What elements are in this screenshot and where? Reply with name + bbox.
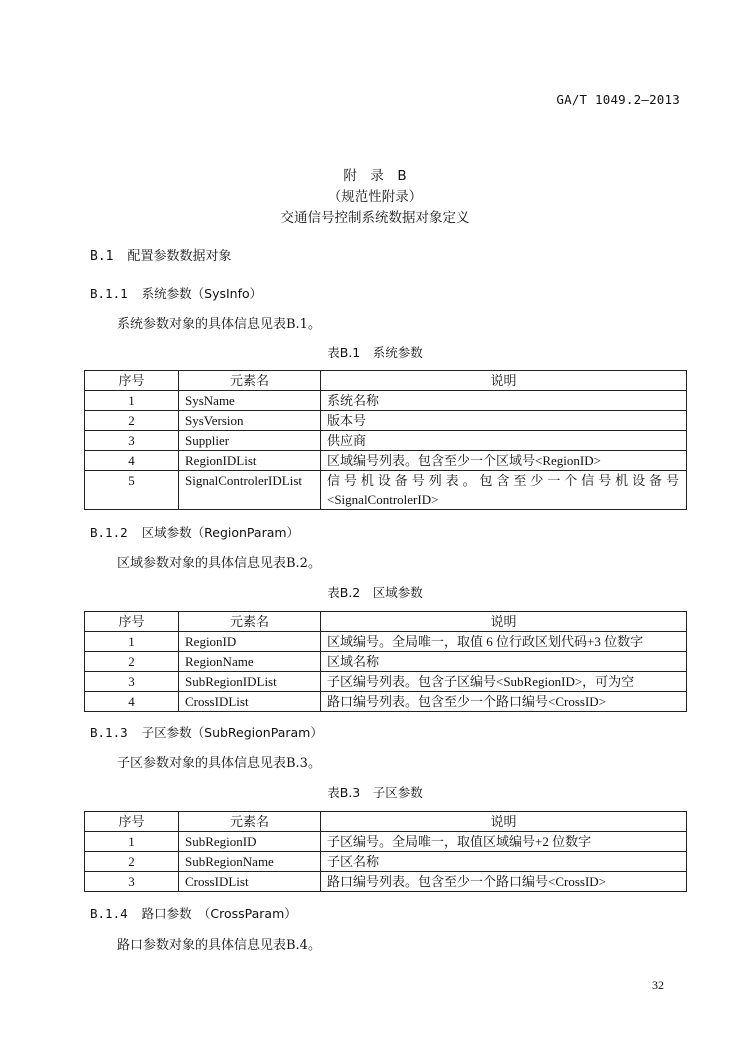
paragraph-b14: 路口参数对象的具体信息见表B.4。 — [117, 938, 321, 953]
standard-code: GA/T 1049.2—2013 — [556, 92, 680, 107]
cell-index: 1 — [85, 632, 179, 652]
table-row — [85, 632, 687, 652]
cell-index: 5 — [85, 471, 179, 510]
cell-index: 2 — [85, 411, 179, 431]
cell-element: SubRegionIDList — [179, 672, 321, 692]
cell-index: 2 — [85, 852, 179, 872]
cell-description: 区域编号列表。包含至少一个区域号<RegionID> — [321, 451, 687, 471]
cell-index: 4 — [85, 692, 179, 712]
table-b3 — [84, 811, 687, 892]
cell-index: 1 — [85, 832, 179, 852]
table-row — [85, 451, 687, 471]
cell-description: 子区编号列表。包含子区编号<SubRegionID>，可为空 — [321, 672, 687, 692]
cell-index: 3 — [85, 431, 179, 451]
section-b14-heading — [90, 904, 297, 922]
cell-description: 区域名称 — [321, 652, 687, 672]
appendix-subtitle: （规范性附录） — [327, 189, 423, 205]
cell-element: SignalControlerIDList — [179, 471, 321, 510]
table-row — [85, 852, 687, 872]
col-header-element: 元素名 — [179, 812, 321, 832]
cell-description: 子区名称 — [321, 852, 687, 872]
col-header-index: 序号 — [85, 371, 179, 391]
cell-description-line: 信号机设备号列表。包含至少一个信号机设备号 — [327, 473, 680, 488]
section-number: B.1.4 — [90, 906, 128, 921]
cell-element: CrossIDList — [179, 692, 321, 712]
cell-description: 供应商 — [321, 431, 687, 451]
cell-element: SysVersion — [179, 411, 321, 431]
table-row — [85, 692, 687, 712]
table-caption-b2: 表B.2 区域参数 — [327, 585, 423, 600]
paragraph-b13: 子区参数对象的具体信息见表B.3。 — [117, 756, 321, 771]
table-b1 — [84, 370, 687, 510]
cell-description: 版本号 — [321, 411, 687, 431]
section-number: B.1.1 — [90, 286, 128, 301]
cell-index: 4 — [85, 451, 179, 471]
table-b2 — [84, 611, 687, 712]
cell-description: 区域编号。全局唯一，取值 6 位行政区划代码+3 位数字 — [321, 632, 687, 652]
cell-description: 子区编号。全局唯一，取值区域编号+2 位数字 — [321, 832, 687, 852]
page-number: 32 — [652, 978, 664, 992]
cell-element: SysName — [179, 391, 321, 411]
col-header-index: 序号 — [85, 612, 179, 632]
col-header-index: 序号 — [85, 812, 179, 832]
col-header-element: 元素名 — [179, 371, 321, 391]
table-header-row — [85, 371, 687, 391]
table-row — [85, 832, 687, 852]
table-caption-b3: 表B.3 子区参数 — [327, 785, 423, 800]
table-header-row — [85, 812, 687, 832]
cell-description: 路口编号列表。包含至少一个路口编号<CrossID> — [321, 692, 687, 712]
cell-element: RegionIDList — [179, 451, 321, 471]
appendix-name: 交通信号控制系统数据对象定义 — [280, 210, 470, 226]
table-row — [85, 672, 687, 692]
cell-element: RegionName — [179, 652, 321, 672]
section-b13-heading — [90, 723, 323, 741]
cell-element: CrossIDList — [179, 872, 321, 892]
cell-index: 1 — [85, 391, 179, 411]
section-number: B.1.2 — [90, 525, 128, 540]
cell-index: 2 — [85, 652, 179, 672]
table-row — [85, 411, 687, 431]
cell-element: RegionID — [179, 632, 321, 652]
paragraph-b11: 系统参数对象的具体信息见表B.1。 — [117, 317, 321, 332]
table-header-row — [85, 612, 687, 632]
cell-index: 3 — [85, 872, 179, 892]
cell-element: Supplier — [179, 431, 321, 451]
table-row — [85, 391, 687, 411]
section-b11-heading — [90, 284, 262, 302]
table-caption-b1: 表B.1 系统参数 — [327, 345, 423, 360]
table-row — [85, 872, 687, 892]
section-b12-heading — [90, 523, 299, 541]
table-row — [85, 652, 687, 672]
section-number: B.1.3 — [90, 725, 128, 740]
cell-description: 系统名称 — [321, 391, 687, 411]
table-row — [85, 471, 687, 510]
cell-element: SubRegionID — [179, 832, 321, 852]
section-title: 路口参数 （CrossParam） — [141, 906, 297, 921]
cell-index: 3 — [85, 672, 179, 692]
col-header-description: 说明 — [321, 612, 687, 632]
cell-description — [321, 471, 687, 510]
cell-element: SubRegionName — [179, 852, 321, 872]
cell-description-line: <SignalControlerID> — [327, 492, 439, 507]
section-number: B.1 — [90, 249, 114, 264]
cell-description: 路口编号列表。包含至少一个路口编号<CrossID> — [321, 872, 687, 892]
section-title: 系统参数（SysInfo） — [141, 286, 263, 301]
section-title: 区域参数（RegionParam） — [141, 525, 300, 540]
paragraph-b12: 区域参数对象的具体信息见表B.2。 — [117, 556, 321, 571]
appendix-title: 附 录 B — [343, 168, 407, 184]
col-header-description: 说明 — [321, 371, 687, 391]
table-row — [85, 431, 687, 451]
section-b1-heading — [90, 245, 232, 264]
section-title: 配置参数数据对象 — [127, 249, 232, 264]
col-header-description: 说明 — [321, 812, 687, 832]
section-title: 子区参数（SubRegionParam） — [141, 725, 323, 740]
col-header-element: 元素名 — [179, 612, 321, 632]
